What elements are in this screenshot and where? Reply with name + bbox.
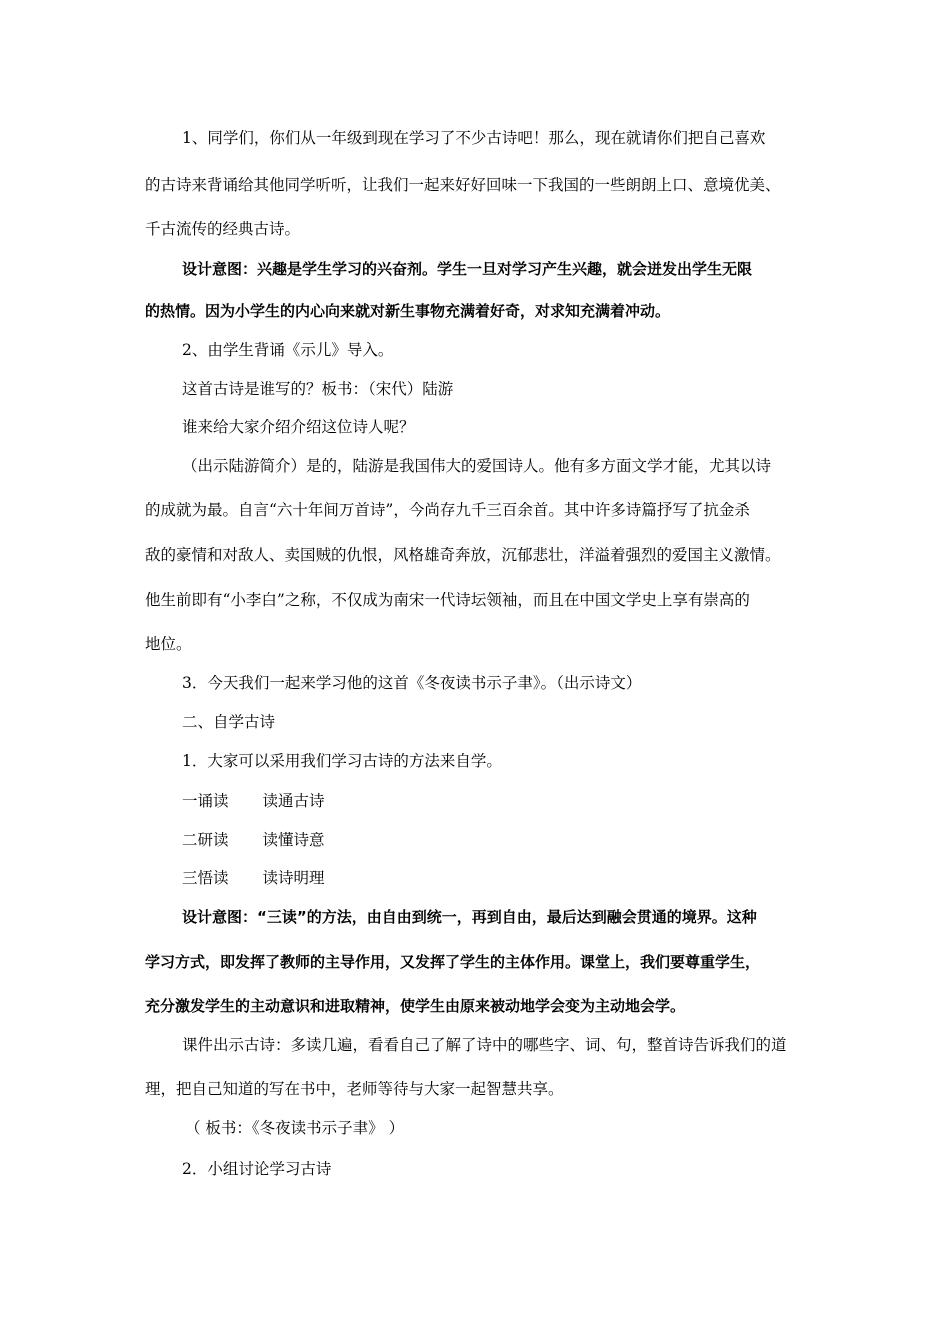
method-step: 一诵读 [182,792,229,810]
paragraph-recite: 2、由学生背诵《示儿》导入。 [182,341,394,359]
paragraph-luyou-line-5: 地位。 [145,635,192,653]
method-desc: 读诗明理 [262,869,325,887]
method-desc: 读通古诗 [262,792,325,810]
design-intent-2-line-1: 设计意图：“三读”的方法，由自由到统一，再到自由，最后达到融会贯通的境界。这种 [182,908,757,926]
method-step: 三悟读 [182,869,229,887]
paragraph-intro-line-1: 1、同学们，你们从一年级到现在学习了不少古诗吧！那么，现在就请你们把自己喜欢 [182,129,766,147]
design-intent-1-line-2: 的热情。因为小学生的内心向来就对新生事物充满着好奇，对求知充满着冲动。 [145,302,671,320]
method-desc: 读懂诗意 [262,831,325,849]
paragraph-introduce-poet: 谁来给大家介绍介绍这位诗人呢？ [182,418,415,436]
method-item [182,830,325,850]
design-intent-1-line-1: 设计意图：兴趣是学生学习的兴奋剂。学生一旦对学习产生兴趣，就会迸发出学生无限 [182,260,753,278]
paragraph-luyou-line-2: 的成就为最。自言“六十年间万首诗”，今尚存九千三百余首。其中许多诗篇抒写了抗金杀 [145,501,750,519]
paragraph-courseware-line-2: 理，把自己知道的写在书中，老师等待与大家一起智慧共享。 [145,1080,564,1098]
paragraph-intro-line-2: 的古诗来背诵给其他同学听听，让我们一起来好好回味一下我国的一些朗朗上口、意境优美、 [145,176,781,194]
paragraph-luyou-line-4: 他生前即有“小李白”之称，不仅成为南宋一代诗坛领袖，而且在中国文学史上享有崇高的 [145,591,750,609]
blackboard-note: （ 板书：《冬夜读书示子聿》 ） [185,1119,405,1137]
design-intent-2-line-3: 充分激发学生的主动意识和进取精神，使学生由原来被动地学会变为主动地会学。 [145,997,686,1015]
method-item [182,868,325,888]
paragraph-self-study-method: 1．大家可以采用我们学习古诗的方法来自学。 [182,752,502,770]
paragraph-today-learn: 3．今天我们一起来学习他的这首《冬夜读书示子聿》。（出示诗文） [182,674,642,692]
paragraph-group-discussion: 2．小组讨论学习古诗 [182,1160,332,1178]
paragraph-luyou-line-1: （出示陆游简介）是的，陆游是我国伟大的爱国诗人。他有多方面文学才能，尤其以诗 [182,457,772,475]
paragraph-courseware-line-1: 课件出示古诗：多读几遍，看看自己了解了诗中的哪些字、词、句，整首诗告诉我们的道 [182,1036,787,1054]
method-step: 二研读 [182,831,229,849]
paragraph-intro-line-3: 千古流传的经典古诗。 [145,220,301,238]
method-item [182,791,325,811]
paragraph-luyou-line-3: 敌的豪情和对敌人、卖国贼的仇恨，风格雄奇奔放，沉郁悲壮，洋溢着强烈的爱国主义激情。 [145,546,781,564]
section-heading-self-study: 二、自学古诗 [182,713,276,731]
paragraph-who-wrote: 这首古诗是谁写的？板书：（宋代）陆游 [182,380,454,398]
design-intent-2-line-2: 学习方式，即发挥了教师的主导作用，又发挥了学生的主体作用。课堂上，我们要尊重学生， [145,953,761,971]
